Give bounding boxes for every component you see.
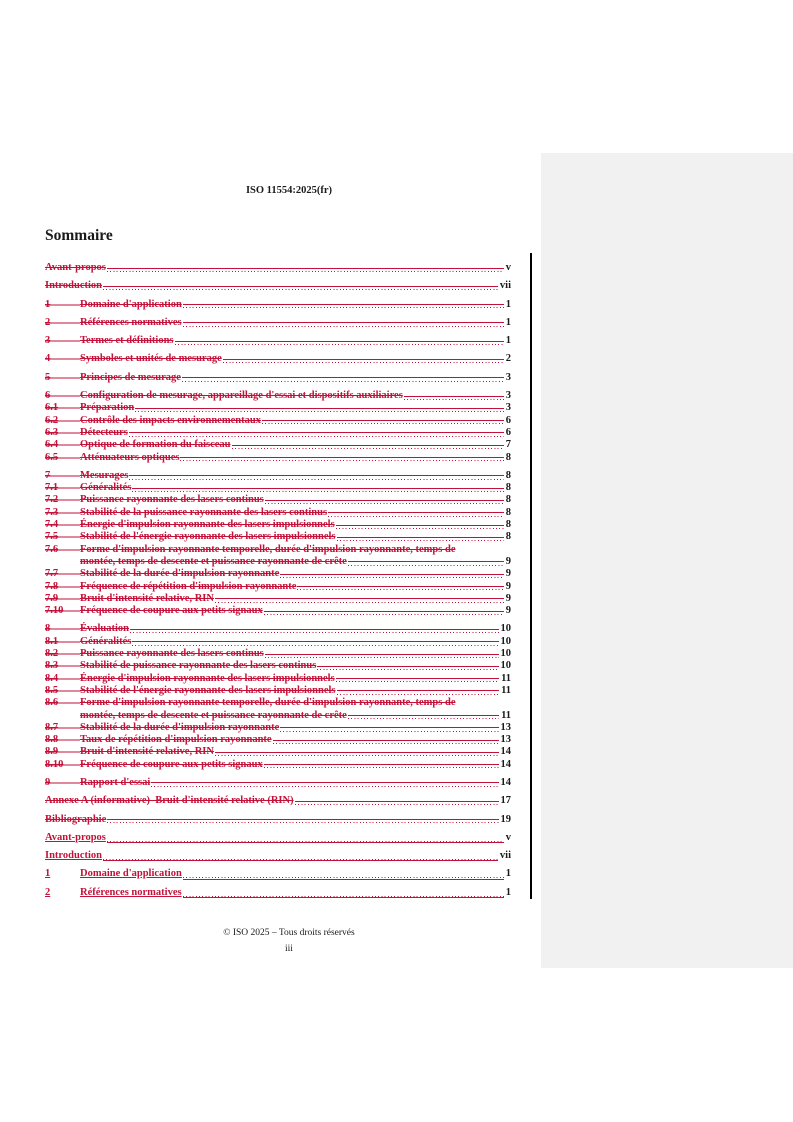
toc-entry[interactable] [45,832,511,844]
toc-leader-dots [348,556,504,568]
toc-entry-page: 10 [500,660,511,672]
toc-entry[interactable] [45,544,511,556]
toc-entry[interactable] [45,427,511,439]
toc-entry-page: 8 [505,482,511,494]
toc-entry-title: Fréquence de coupure aux petits signaux [80,605,263,617]
toc-entry-number: 6 [45,390,80,402]
toc-entry[interactable] [45,887,511,899]
toc-entry-number: 7.8 [45,581,80,593]
toc-entry-page: 14 [500,758,511,770]
toc-leader-dots [107,262,504,274]
toc-entry-page: vii [499,850,511,862]
toc-entry-page: 6 [505,414,511,426]
toc-entry[interactable] [45,868,511,880]
toc-entry-page: 10 [500,635,511,647]
toc-entry[interactable] [45,470,511,482]
toc-entry-title: Forme d'impulsion rayonnante temporelle, durée d'impulsion rayonnante, temps de [80,697,456,709]
toc-leader-dots [132,482,503,494]
toc-entry-page: 1 [505,335,511,347]
toc-entry-page: 3 [505,402,511,414]
toc-entry-page: 7 [505,439,511,451]
toc-entry[interactable] [45,556,511,568]
toc-entry[interactable] [45,280,511,292]
toc-leader-dots [182,372,504,384]
toc-entry-number: 8 [45,623,80,635]
toc-entry[interactable] [45,452,511,464]
toc-entry[interactable] [45,759,511,771]
toc-leader-dots [175,335,504,347]
toc-entry-number: 3 [45,335,80,347]
toc-entry-page: 14 [500,776,511,788]
toc-leader-dots [180,452,503,464]
toc-entry-number: 6.3 [45,427,80,439]
toc-entry-number: 1 [45,299,80,311]
toc-entry-page: 17 [500,795,511,807]
toc-leader-dots [336,519,504,531]
revision-change-bar [530,253,532,899]
toc-entry-number: 1 [45,868,51,880]
toc-entry[interactable] [45,593,511,605]
toc-entry-number: 7.10 [45,605,80,617]
toc-entry-number: 7.9 [45,593,80,605]
toc-entry-number: 7.4 [45,519,80,531]
toc-leader-dots [107,814,498,826]
toc-leader-dots [337,531,504,543]
toc-entry-page: 13 [500,734,511,746]
toc-entry-page: 19 [500,813,511,825]
toc-entry-title: Avant-propos [45,831,106,843]
toc-leader-dots [273,734,499,746]
toc-entry-page: 1 [505,316,511,328]
toc-entry-title: Stabilité de la durée d'impulsion rayonnante [80,721,280,733]
toc-entry[interactable] [45,710,511,722]
toc-entry-number: 7 [45,470,80,482]
toc-entry-title: Évaluation [80,623,130,635]
toc-entry[interactable] [45,795,511,807]
toc-entry-number: 8.2 [45,648,80,660]
toc-entry[interactable] [45,402,511,414]
toc-entry-page: 1 [505,298,511,310]
toc-entry-page: 9 [505,555,511,567]
toc-entry-page: 2 [505,353,511,365]
toc-leader-dots [103,850,498,862]
toc-leader-dots [215,593,504,605]
toc-entry-number: 7.3 [45,507,80,519]
side-panel [541,153,793,968]
toc-entry[interactable] [45,353,511,365]
toc-entry-number: 8.7 [45,722,80,734]
toc-leader-dots [348,710,499,722]
toc-leader-dots [297,581,503,593]
toc-entry-page: 8 [505,519,511,531]
toc-leader-dots [232,439,504,451]
toc-entry-page: 3 [505,371,511,383]
toc-entry[interactable] [45,494,511,506]
toc-leader-dots [103,280,498,292]
toc-entry-title: Rapport d'essai [80,776,151,788]
toc-entry-title: Stabilité de la durée d'impulsion rayonnante [80,568,280,580]
toc-leader-dots [404,390,504,402]
toc-entry-title: Bruit d'intensité relative, RIN [80,592,214,604]
toc-entry-title: Énergie d'impulsion rayonnante des lasers impulsionnels [80,672,335,684]
toc-entry-title: Forme d'impulsion rayonnante temporelle, durée d'impulsion rayonnante, temps de [80,543,456,555]
toc-entry-title: Préparation [80,402,135,414]
toc-entry[interactable] [45,648,511,660]
running-header: ISO 11554:2025(fr) [245,185,333,196]
toc-entry[interactable] [45,372,511,384]
toc-entry-title: Avant-propos [45,262,106,273]
toc-entry[interactable] [45,531,511,543]
toc-entry[interactable] [45,623,511,635]
toc-entry-title: Fréquence de coupure aux petits signaux [80,758,263,770]
toc-entry-title: Configuration de mesurage, appareillage d'essai et dispositifs auxiliaires [80,390,403,402]
toc-entry-page: v [505,262,511,273]
toc-entry-number: 6.2 [45,415,80,427]
toc-entry-title: Contrôle des impacts environnementaux [80,414,261,426]
toc-entry[interactable] [45,734,511,746]
toc-leader-dots [317,660,498,672]
toc-entry[interactable] [45,299,511,311]
toc-entry-number: 6.4 [45,439,80,451]
toc-leader-dots [129,470,503,482]
toc-entry-number: 8.1 [45,636,80,648]
toc-leader-dots [107,832,504,844]
toc-leader-dots [223,353,504,365]
toc-leader-dots [183,299,504,311]
toc-entry[interactable] [45,746,511,758]
toc-entry[interactable] [45,262,511,274]
toc-entry-number: 8.6 [45,697,80,709]
toc-entry-number: 8.4 [45,673,80,685]
toc-leader-dots [264,605,504,617]
toc-entry-title: Puissance rayonnante des lasers continus [80,494,264,506]
toc-entry[interactable] [45,317,511,329]
toc-entry-number: 8.3 [45,660,80,672]
toc-entry[interactable] [45,415,511,427]
toc-leader-dots [280,722,498,734]
toc-entry-page: 11 [501,672,511,684]
toc-entry-title: Principes de mesurage [80,371,181,383]
toc-entry-number: 2 [45,317,80,329]
toc-entry-number: 7.7 [45,568,80,580]
toc-entry[interactable] [45,685,511,697]
toc-entry[interactable] [45,519,511,531]
toc-entry-title: Domaine d'application [80,298,182,310]
toc-entry-title: montée, temps de descente et puissance rayonnante de crête [80,555,347,567]
toc-entry-title: Stabilité de l'énergie rayonnante des lasers impulsionnels [80,531,336,543]
toc-entry-title: Stabilité de l'énergie rayonnante des lasers impulsionnels [80,684,336,696]
folio-page-number: iii [285,944,293,954]
toc-entry-title: Symboles et unités de mesurage [80,353,222,365]
toc-entry[interactable] [45,605,511,617]
toc-entry-title: Références normatives [80,886,182,898]
toc-leader-dots [132,636,498,648]
toc-leader-dots [183,317,504,329]
toc-entry[interactable] [45,636,511,648]
toc-entry-page: 1 [505,886,511,898]
toc-entry-title: Stabilité de la puissance rayonnante des lasers continus [80,506,328,518]
toc-entry-page: 8 [505,494,511,506]
toc-entry-number: 2 [45,886,51,898]
toc-entry-page: 9 [505,568,511,580]
toc-leader-dots [265,494,504,506]
toc-leader-dots [151,777,498,789]
toc-leader-dots [336,673,499,685]
toc-entry-page: 8 [505,451,511,463]
toc-entry-title: Généralités [80,482,132,494]
toc-leader-dots [129,427,504,439]
toc-entry-page: 11 [501,684,511,696]
toc-leader-dots [280,568,504,580]
toc-leader-dots [265,648,499,660]
toc-entry-title: Mesurages [80,469,129,481]
toc-entry-page: 10 [500,623,511,635]
toc-entry-page: 8 [505,506,511,518]
toc-entry-page: v [505,831,511,843]
toc-entry-page: 9 [505,592,511,604]
toc-entry[interactable] [45,482,511,494]
toc-entry-title: Fréquence de répétition d'impulsion rayonnante [80,580,297,592]
toc-heading: Sommaire [45,227,113,244]
toc-entry-number: 7.6 [45,544,80,556]
toc-entry-title: Annexe A (informative) Bruit d'intensité relative (RIN) [45,795,294,807]
toc-entry-title: Références normatives [80,316,182,328]
toc-entry-title: montée, temps de descente et puissance rayonnante de crête [80,709,347,721]
toc-entry-title: Bibliographie [45,813,107,825]
toc-entry-title: Bruit d'intensité relative, RIN [80,746,214,758]
page-footer [45,925,533,957]
toc-entry[interactable] [45,660,511,672]
toc-entry-page: 11 [501,709,511,721]
toc-entry-page: 10 [500,648,511,660]
toc-entry[interactable] [45,390,511,402]
toc-leader-dots [135,402,504,414]
toc-entry[interactable] [45,777,511,789]
toc-entry-title: Optique de formation du faisceau [80,439,231,451]
toc-entry-title: Généralités [80,635,132,647]
toc-entry-title: Introduction [45,280,102,292]
toc-entry-title: Domaine d'application [80,868,182,880]
toc-entry-number: 4 [45,353,80,365]
toc-entry-title: Détecteurs [80,426,128,438]
toc-leader-dots [183,887,504,899]
toc-leader-dots [337,685,500,697]
toc-entry-page: 8 [505,531,511,543]
toc-entry-title: Puissance rayonnante des lasers continus [80,648,264,660]
toc-entry-number: 8.10 [45,759,80,771]
toc-entry[interactable] [45,697,511,709]
toc-leader-dots [264,759,499,771]
toc-entry-number: 6.1 [45,402,80,414]
toc-entry[interactable] [45,507,511,519]
toc-entry-title: Atténuateurs optiques [80,451,180,463]
toc-entry-title: Énergie d'impulsion rayonnante des lasers impulsionnels [80,519,335,531]
toc-entry-page: 9 [505,580,511,592]
toc-entry[interactable] [45,850,511,862]
toc-entry-page: 1 [505,868,511,880]
toc-leader-dots [130,623,498,635]
toc-entry-page: 6 [505,426,511,438]
toc-entry-title: Introduction [45,850,102,862]
toc-entry[interactable] [45,581,511,593]
toc-leader-dots [262,415,504,427]
toc-entry-page: 9 [505,605,511,617]
toc-entry-title: Termes et définitions [80,335,174,347]
toc-leader-dots [183,868,504,880]
toc-leader-dots [328,507,504,519]
copyright-notice: © ISO 2025 – Tous droits réservés [223,928,355,938]
toc-entry[interactable] [45,335,511,347]
toc-entry[interactable] [45,722,511,734]
toc-entry-page: 13 [500,721,511,733]
toc-entry-page: 3 [505,390,511,402]
toc-entry-number: 5 [45,372,80,384]
toc-entry-page: vii [499,280,511,292]
toc-entry[interactable] [45,568,511,580]
toc-leader-dots [215,746,499,758]
toc-entry-number: 7.1 [45,482,80,494]
toc-list [45,256,511,899]
toc-entry-number: 7.2 [45,494,80,506]
toc-entry-page: 14 [500,746,511,758]
toc-entry-page: 8 [505,469,511,481]
toc-entry-number: 6.5 [45,452,80,464]
toc-entry[interactable] [45,673,511,685]
toc-entry[interactable] [45,814,511,826]
toc-entry-number: 8.5 [45,685,80,697]
toc-leader-dots [295,795,499,807]
toc-entry-title: Stabilité de puissance rayonnante des lasers continus [80,660,317,672]
toc-entry-number: 8.9 [45,746,80,758]
toc-entry[interactable] [45,439,511,451]
toc-entry-number: 9 [45,777,80,789]
toc-entry-number: 7.5 [45,531,80,543]
toc-entry-number: 8.8 [45,734,80,746]
toc-entry-title: Taux de répétition d'impulsion rayonnante [80,734,272,746]
